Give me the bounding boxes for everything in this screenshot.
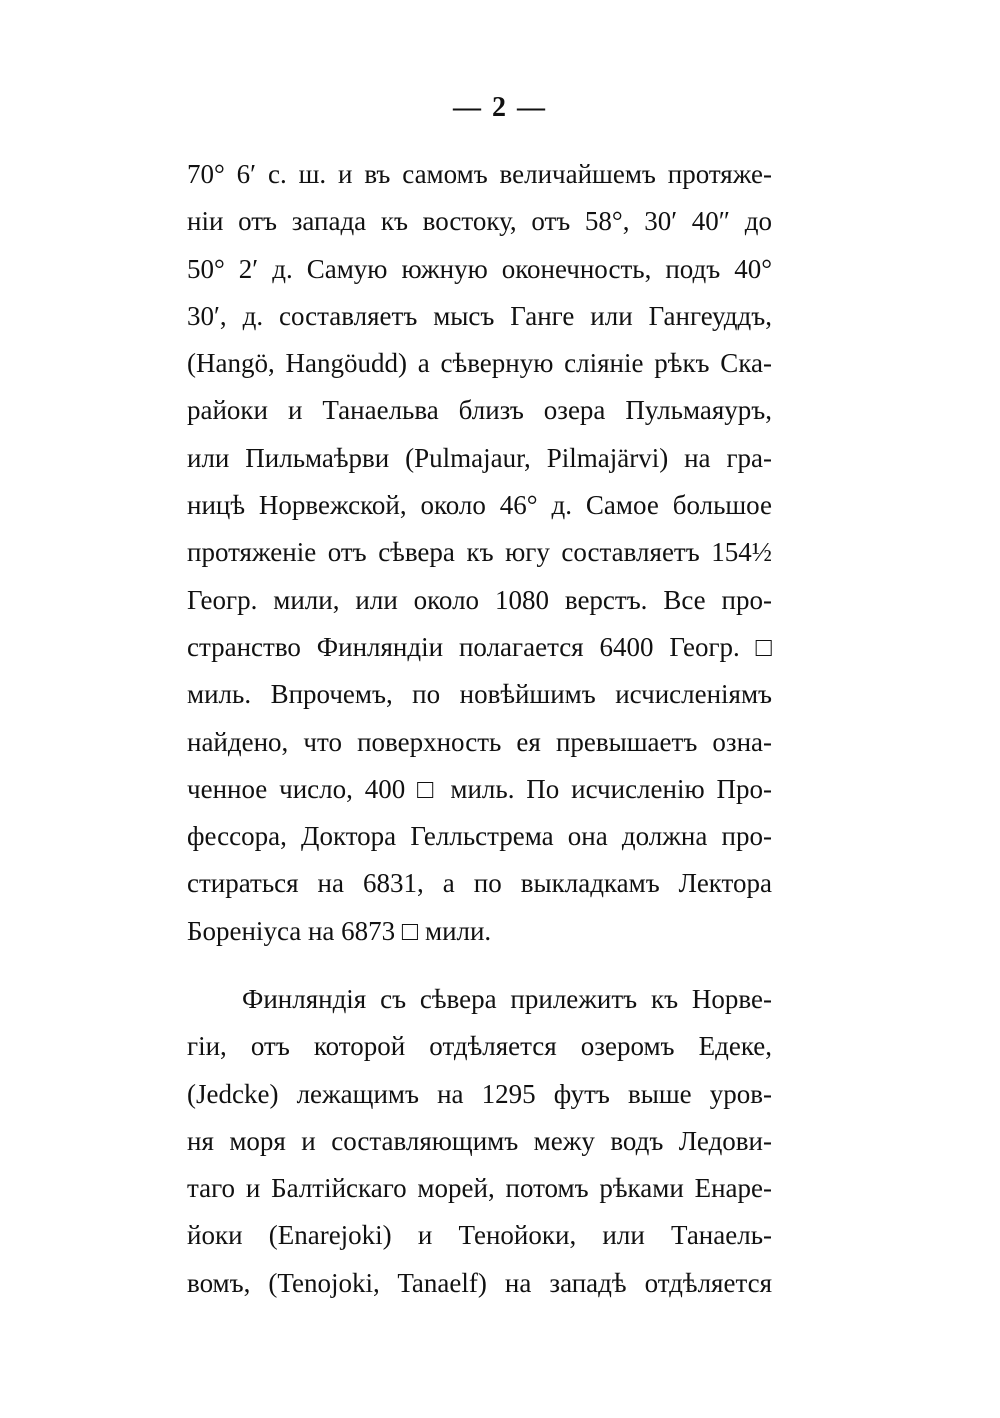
- text-line: странство Финляндiи полагается 6400 Геогр. □: [187, 631, 772, 662]
- text-line: миль. Впрочемъ, по новѣйшимъ исчисленiямъ: [187, 679, 772, 710]
- text-line: гiи, отъ которой отдѣляется озеромъ Едеке,: [187, 1031, 772, 1062]
- page-number: — 2 —: [453, 92, 547, 123]
- text-line: 70° 6′ с. ш. и въ самомъ величайшемъ протяже-: [187, 159, 772, 189]
- text-line: (Jedcke) лежащимъ на 1295 футъ выше уров-: [187, 1078, 772, 1109]
- text-line: стираться на 6831, а по выкладкамъ Лектора: [187, 868, 772, 899]
- text-line: ченное число, 400 □ миль. По исчисленiю Про-: [187, 773, 772, 804]
- text-line: нiи отъ запада къ востоку, отъ 58°, 30′ 40″ до: [187, 206, 772, 237]
- text-line: райоки и Танаельва близъ озера Пульмаяуръ,: [187, 395, 772, 426]
- text-line: или Пильмаѣрви (Pulmajaur, Pilmajärvi) на гра-: [187, 442, 772, 473]
- text-line: ня моря и составляющимъ межу водъ Ледови-: [187, 1125, 772, 1156]
- text-line: найдено, что поверхность ея превышаетъ озна-: [187, 726, 772, 757]
- text-line: (Hangö, Hangöudd) а сѣверную слiянiе рѣкъ Ска-: [187, 348, 772, 379]
- text-line: вомъ, (Tenojoki, Tanaelf) на западѣ отдѣляется: [187, 1267, 772, 1298]
- text-line: таго и Балтiйскаго морей, потомъ рѣками Енаре-: [187, 1173, 772, 1204]
- text-line: йоки (Enarejoki) и Тенойоки, или Танаель-: [187, 1220, 772, 1251]
- text-line: Финляндiя съ сѣвера прилежитъ къ Норве-: [242, 984, 772, 1014]
- text-line: ницѣ Норвежской, около 46° д. Самое большое: [187, 490, 772, 521]
- text-line: 30′, д. составляетъ мысъ Ганге или Гангеуддъ,: [187, 300, 772, 331]
- text-line: Боренiуса на 6873 □ мили.: [187, 915, 492, 946]
- paragraph-1: [187, 151, 772, 955]
- text-line: фессора, Доктора Гелльстрема она должна про-: [187, 821, 772, 852]
- text-line: Геогр. мили, или около 1080 верстъ. Все про-: [187, 584, 772, 615]
- paragraph-2: [187, 976, 772, 1307]
- text-line: 50° 2′ д. Самую южную оконечность, подъ 40°: [187, 253, 772, 284]
- text-line: протяженiе отъ сѣвера къ югу составляетъ 154½: [187, 537, 772, 568]
